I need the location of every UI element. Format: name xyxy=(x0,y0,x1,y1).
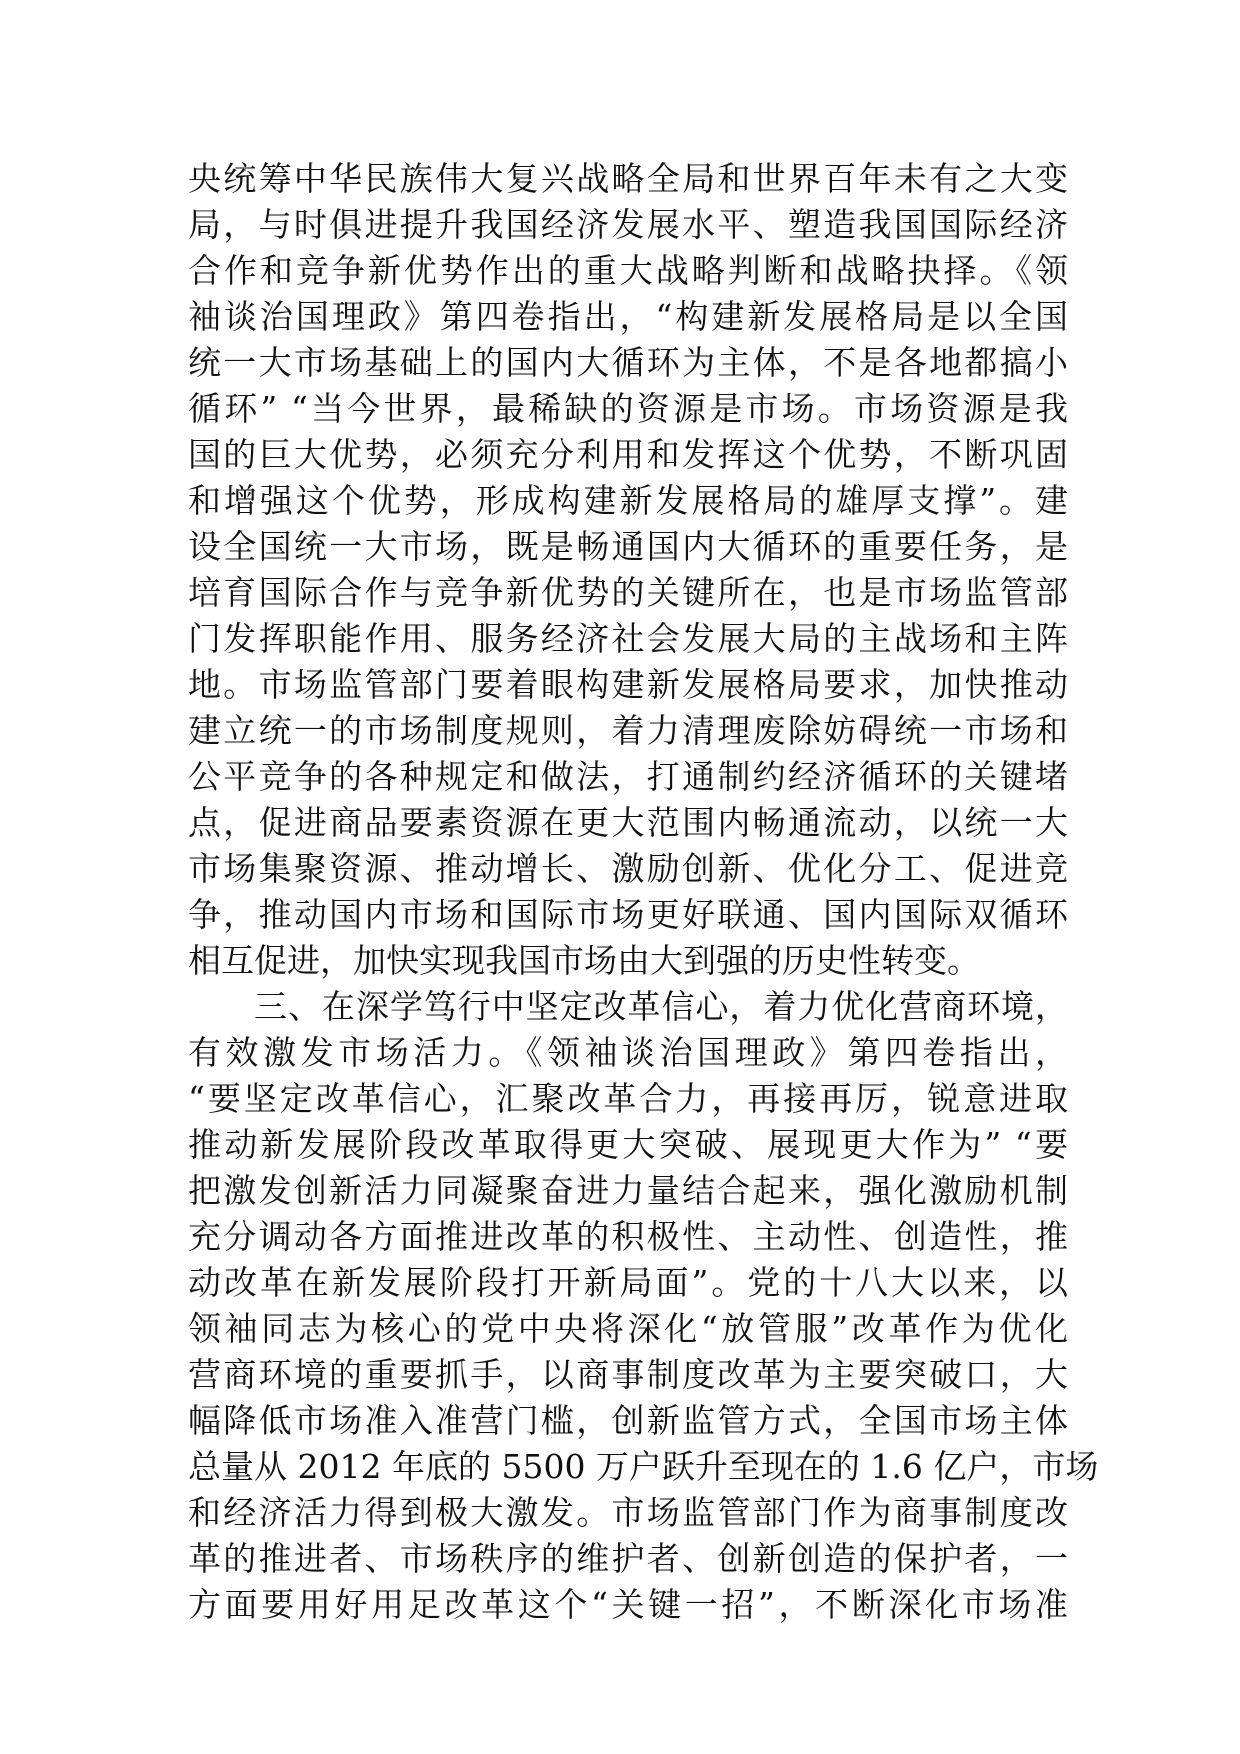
text-line: 市场集聚资源、推动增长、激励创新、优化分工、促进竞 xyxy=(188,849,1068,888)
text-line: 地。市场监管部门要着眼构建新发展格局要求，加快推动 xyxy=(188,665,1068,704)
text-line: “要坚定改革信心，汇聚改革合力，再接再厉，锐意进取 xyxy=(188,1079,1068,1118)
text-line: 充分调动各方面推进改革的积极性、主动性、创造性，推 xyxy=(188,1217,1068,1256)
text-line: 循环” “当今世界，最稀缺的资源是市场。市场资源是我 xyxy=(188,389,1068,428)
text-line: 公平竞争的各种规定和做法，打通制约经济循环的关键堵 xyxy=(188,757,1068,796)
text-line: 统一大市场基础上的国内大循环为主体，不是各地都搞小 xyxy=(188,343,1068,382)
text-line: 培育国际合作与竞争新优势的关键所在，也是市场监管部 xyxy=(188,573,1068,612)
text-line: 推动新发展阶段改革取得更大突破、展现更大作为” “要 xyxy=(188,1125,1068,1164)
text-line: 争，推动国内市场和国际市场更好联通、国内国际双循环 xyxy=(188,895,1068,934)
text-line: 幅降低市场准入准营门槛，创新监管方式，全国市场主体 xyxy=(188,1401,1068,1440)
text-line: 动改革在新发展阶段打开新局面”。党的十八大以来，以 xyxy=(188,1263,1068,1302)
text-line: 点，促进商品要素资源在更大范围内畅通流动，以统一大 xyxy=(188,803,1068,842)
text-line: 国的巨大优势，必须充分利用和发挥这个优势，不断巩固 xyxy=(188,435,1068,474)
text-line: 有效激发市场活力。《领袖谈治国理政》第四卷指出， xyxy=(188,1033,1068,1072)
text-line: 领袖同志为核心的党中央将深化“放管服”改革作为优化 xyxy=(188,1309,1068,1348)
body-text xyxy=(188,156,1099,1628)
text-line: 和经济活力得到极大激发。市场监管部门作为商事制度改 xyxy=(188,1493,1068,1532)
text-line: 总量从 2012 年底的 5500 万户跃升至现在的 1.6 亿户，市场 xyxy=(188,1447,1099,1486)
text-line: 袖谈治国理政》第四卷指出，“构建新发展格局是以全国 xyxy=(188,297,1068,336)
paragraph-end-line: 相互促进，加快实现我国市场由大到强的历史性转变。 xyxy=(188,941,980,980)
section-heading-line: 三、在深学笃行中坚定改革信心，着力优化营商环境， xyxy=(254,987,1068,1026)
text-line: 设全国统一大市场，既是畅通国内大循环的重要任务，是 xyxy=(188,527,1068,566)
text-line: 建立统一的市场制度规则，着力清理废除妨碍统一市场和 xyxy=(188,711,1068,750)
text-line: 和增强这个优势，形成构建新发展格局的雄厚支撑”。建 xyxy=(188,481,1068,520)
text-line: 营商环境的重要抓手，以商事制度改革为主要突破口，大 xyxy=(188,1355,1068,1394)
text-line: 门发挥职能作用、服务经济社会发展大局的主战场和主阵 xyxy=(188,619,1068,658)
text-line: 把激发创新活力同凝聚奋进力量结合起来，强化激励机制 xyxy=(188,1171,1068,1210)
text-line: 方面要用好用足改革这个“关键一招”，不断深化市场准 xyxy=(188,1585,1068,1624)
text-line: 革的推进者、市场秩序的维护者、创新创造的保护者，一 xyxy=(188,1539,1068,1578)
text-line: 局，与时俱进提升我国经济发展水平、塑造我国国际经济 xyxy=(188,205,1068,244)
text-line: 合作和竞争新优势作出的重大战略判断和战略抉择。《领 xyxy=(188,251,1068,290)
text-line: 央统筹中华民族伟大复兴战略全局和世界百年未有之大变 xyxy=(188,159,1068,198)
